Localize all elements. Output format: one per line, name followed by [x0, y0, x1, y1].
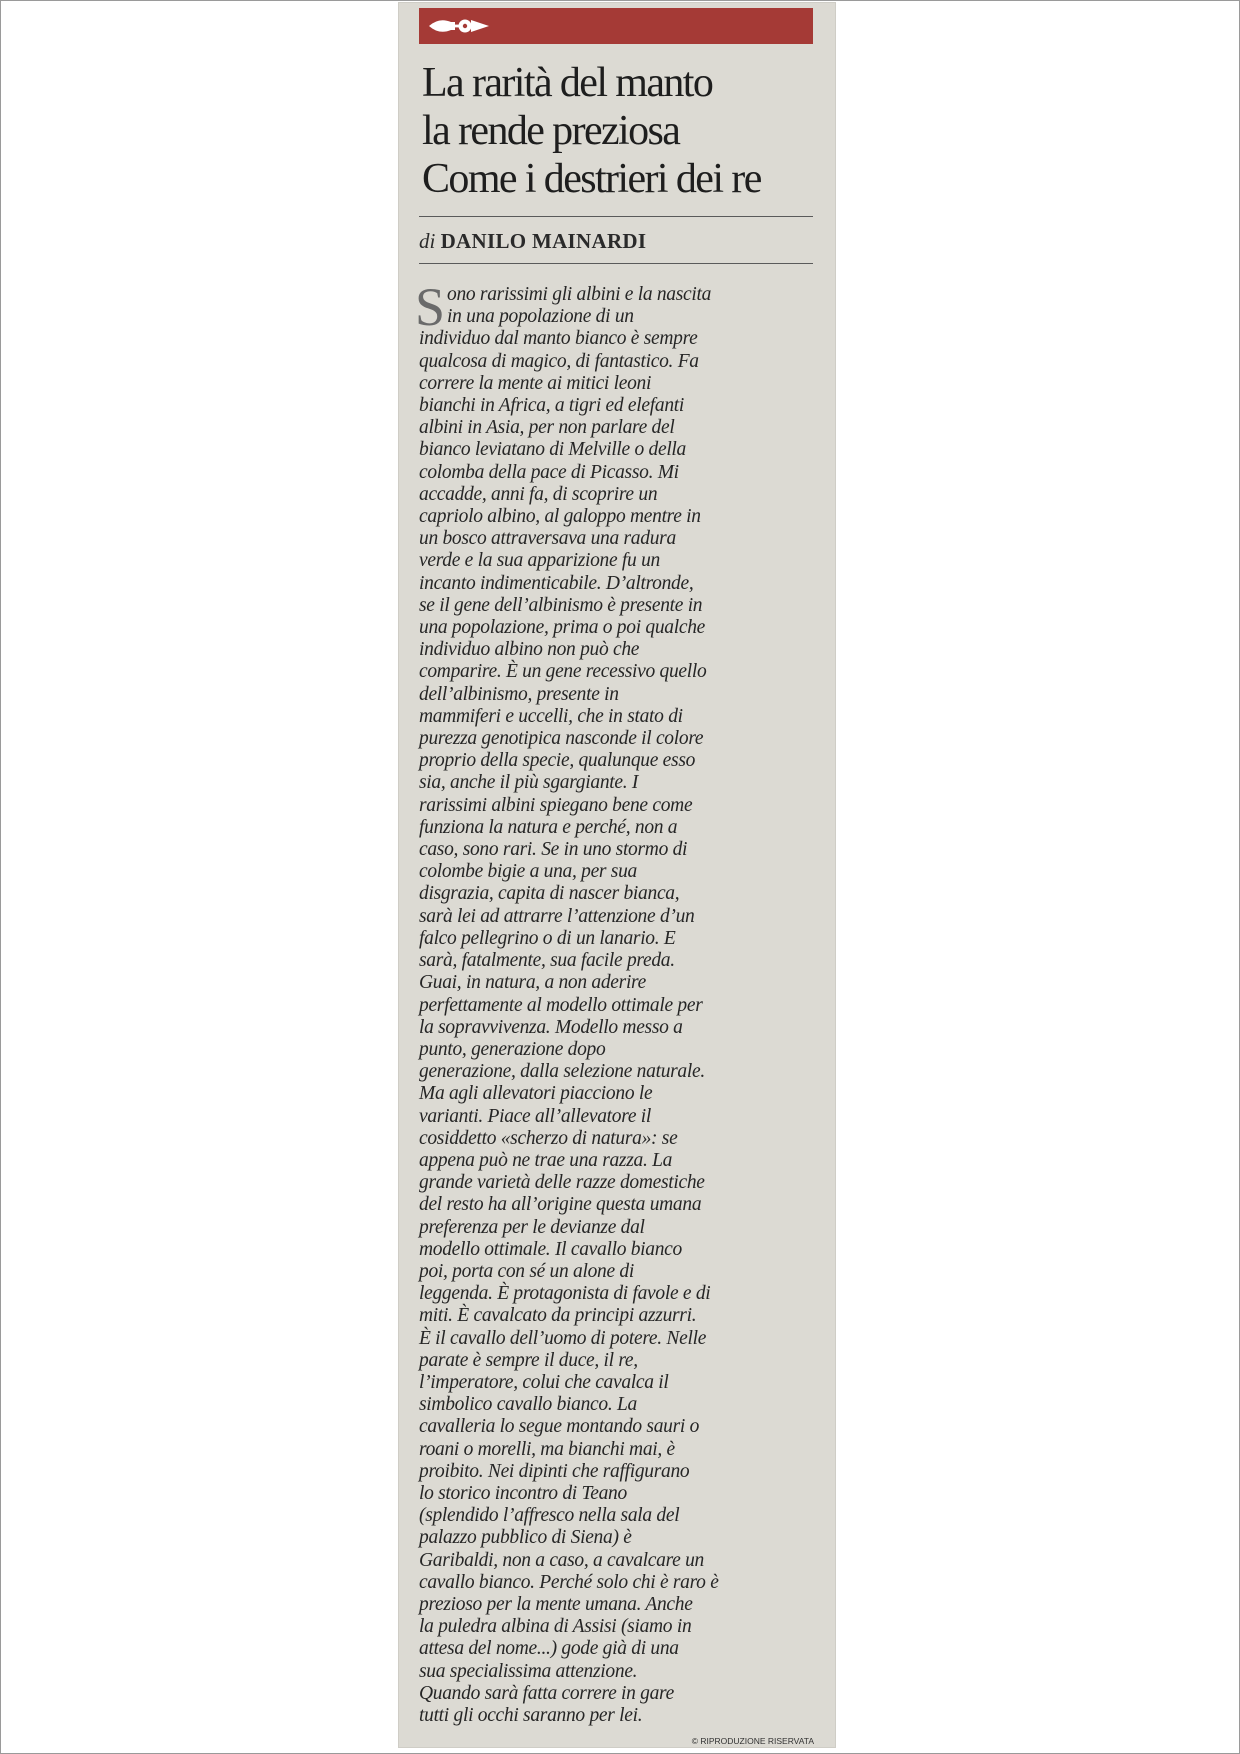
article-line: rarissimi albini spiegano bene come	[419, 794, 693, 816]
article-line: sia, anche il più sgargiante. I	[419, 772, 639, 794]
newspaper-clipping	[398, 2, 836, 1748]
article-line: Garibaldi, non a caso, a cavalcare un	[419, 1549, 704, 1571]
author-name: DANILO MAINARDI	[440, 229, 647, 253]
article-line: prezioso per la mente umana. Anche	[419, 1593, 693, 1615]
article-line: generazione, dalla selezione naturale.	[419, 1061, 705, 1083]
drop-cap: S	[415, 277, 446, 337]
article-line: Ma agli allevatori piacciono le	[419, 1083, 653, 1105]
article-line: individuo dal manto bianco è sempre	[419, 328, 698, 350]
article-line: un bosco attraversava una radura	[419, 528, 676, 550]
article-line: appena può ne trae una razza. La	[419, 1149, 673, 1171]
copyright-notice: © RIPRODUZIONE RISERVATA	[691, 1736, 814, 1746]
article-line: proibito. Nei dipinti che raffigurano	[419, 1460, 690, 1482]
headline-line: Come i destrieri dei re	[422, 156, 761, 202]
article-line: sarà lei ad attrarre l’attenzione d’un	[419, 905, 695, 927]
article-line: dell’albinismo, presente in	[419, 683, 619, 705]
article-line: cavalleria lo segue montando sauri o	[419, 1416, 700, 1438]
article-line: capriolo albino, al galoppo mentre in	[419, 506, 701, 528]
article-body	[419, 284, 819, 1727]
article-line: leggenda. È protagonista di favole e di	[419, 1283, 711, 1305]
article-line: la sopravvivenza. Modello messo a	[419, 1016, 683, 1038]
article-line: una popolazione, prima o poi qualche	[419, 617, 706, 639]
section-header-bar	[419, 8, 813, 44]
headline-line: La rarità del manto	[422, 60, 713, 106]
article-line: Quando sarà fatta correre in gare	[419, 1682, 674, 1704]
article-line: roani o morelli, ma bianchi mai, è	[419, 1438, 675, 1460]
article-line: miti. È cavalcato da principi azzurri.	[419, 1305, 697, 1327]
article-line: individuo albino non può che	[419, 639, 640, 661]
article-line: in una popolazione di un	[447, 306, 634, 328]
article-line: parate è sempre il duce, il re,	[419, 1349, 638, 1371]
article-line: disgrazia, capita di nascer bianca,	[419, 883, 680, 905]
article-line: preferenza per le devianze dal	[419, 1216, 645, 1238]
article-line: del resto ha all’origine questa umana	[419, 1194, 702, 1216]
article-line: colombe bigie a una, per sua	[419, 861, 637, 883]
headline-line: la rende preziosa	[422, 108, 680, 154]
article-line: bianchi in Africa, a tigri ed elefanti	[419, 395, 684, 417]
article-line: comparire. È un gene recessivo quello	[419, 661, 707, 683]
article-line: Guai, in natura, a non aderire	[419, 972, 646, 994]
article-line: tutti gli occhi saranno per lei.	[419, 1705, 643, 1726]
fountain-pen-nib-icon	[425, 11, 495, 41]
article-line: È il cavallo dell’uomo di potere. Nelle	[419, 1327, 707, 1349]
article-line: la puledra albina di Assisi (siamo in	[419, 1616, 692, 1638]
article-line: se il gene dell’albinismo è presente in	[419, 594, 703, 616]
article-line: purezza genotipica nasconde il colore	[419, 728, 704, 750]
article-line: perfettamente al modello ottimale per	[419, 994, 703, 1016]
article-line: (splendido l’affresco nella sala del	[419, 1505, 680, 1527]
article-line: modello ottimale. Il cavallo bianco	[419, 1238, 682, 1260]
article-line: l’imperatore, colui che cavalca il	[419, 1371, 669, 1393]
article-line: ono rarissimi gli albini e la nascita	[447, 284, 712, 305]
headline	[422, 59, 822, 203]
article-line: grande varietà delle razze domestiche	[419, 1172, 705, 1194]
article-line: falco pellegrino o di un lanario. E	[419, 927, 676, 949]
article-line: sarà, fatalmente, sua facile preda.	[419, 950, 675, 972]
article-line: lo storico incontro di Teano	[419, 1482, 627, 1504]
divider-top	[419, 216, 813, 217]
article-line: cosiddetto «scherzo di natura»: se	[419, 1127, 678, 1149]
article-line: incanto indimenticabile. D’altronde,	[419, 572, 694, 594]
article-line: palazzo pubblico di Siena) è	[419, 1527, 632, 1549]
article-line: cavallo bianco. Perché solo chi è raro è	[419, 1571, 719, 1593]
byline	[419, 228, 813, 254]
article-line: sua specialissima attenzione.	[419, 1660, 638, 1682]
article-line: attesa del nome...) gode già di una	[419, 1638, 679, 1660]
article-line: punto, generazione dopo	[419, 1038, 606, 1060]
article-line: qualcosa di magico, di fantastico. Fa	[419, 350, 699, 372]
article-line: varianti. Piace all’allevatore il	[419, 1105, 651, 1127]
article-line: poi, porta con sé un alone di	[419, 1260, 634, 1282]
article-line: correre la mente ai mitici leoni	[419, 372, 652, 394]
article-line: proprio della specie, qualunque esso	[419, 750, 696, 772]
article-line: colomba della pace di Picasso. Mi	[419, 461, 679, 483]
byline-prefix: di	[419, 229, 436, 253]
article-line: verde e la sua apparizione fu un	[419, 550, 660, 572]
article-line: mammiferi e uccelli, che in stato di	[419, 705, 683, 727]
article-line: caso, sono rari. Se in uno stormo di	[419, 839, 688, 861]
article-line: albini in Asia, per non parlare del	[419, 417, 675, 439]
article-line: funziona la natura e perché, non a	[419, 816, 678, 838]
divider-bottom	[419, 263, 813, 264]
article-line: bianco leviatano di Melville o della	[419, 439, 686, 461]
article-line: simbolico cavallo bianco. La	[419, 1394, 637, 1416]
article-line: accadde, anni fa, di scoprire un	[419, 483, 658, 505]
